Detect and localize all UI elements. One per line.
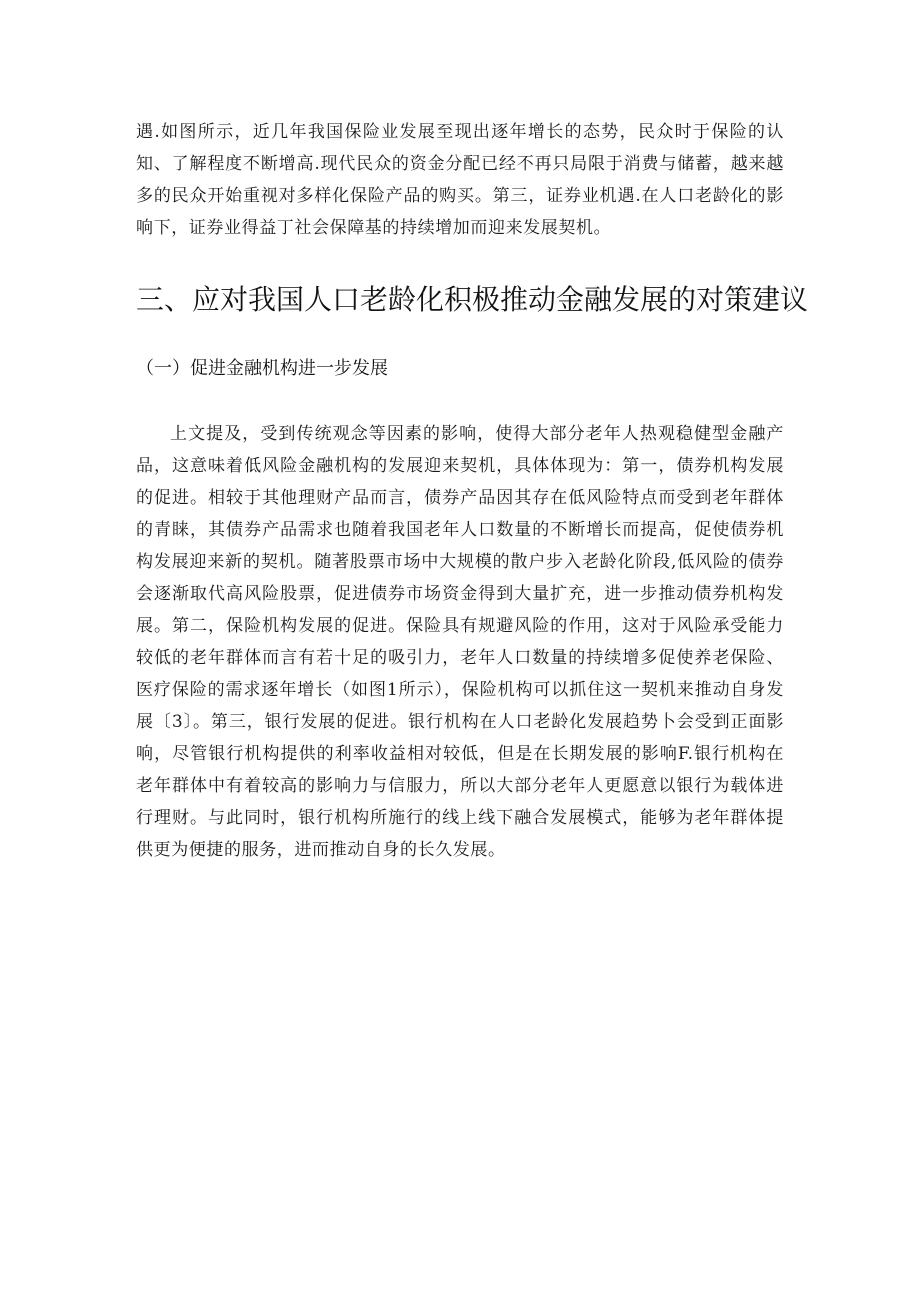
body-paragraph: 上文提及，受到传统观念等因素的影响，使得大部分老年人热观稳健型金融产品，这意味着低风险金融机构的发展迎来契机，具体体现为：第一，债券机构发展的促进。相较于其他理财产品而言，债券产品因其存在低风险特点而受到老年群体的青睐，其债券产品需求也随着我国老年人口数量的不断增长而提高，促使债券机构发展迎来新的契机。随著股票市场中大规模的散户步入老龄化阶段,低风险的债券会逐渐取代高风险股票，促进债券市场资金得到大量扩充，进一步推动债券机构发展。第二，保险机构发展的促进。保险具有规避风险的作用，这对于风险承受能力较低的老年群体而言有若十足的吸引力，老年人口数量的持续增多促使养老保险、医疗保险的需求逐年增长（如图1所示），保险机构可以抓住这一契机来推动自身发展〔3〕。第三，银行发展的促进。银行机构在人口老龄化发展趋势卜会受到正面影响，尽管银行机构提供的利率收益相对较低，但是在长期发展的影响F.银行机构在老年群体中有着较高的影响力与信服力，所以大部分老年人更愿意以银行为载体进行理财。与此同时，银行机构所施行的线上线下融合发展模式，能够为老年群体提供更为便捷的服务，进而推动自身的长久发展。	[136, 424, 784, 860]
body-paragraph-continuation: 遇.如图所示，近几年我国保险业发展至现出逐年增长的态势，民众时于保险的认知、了解程度不断增高.现代民众的资金分配已经不再只局限于消费与储蓄，越来越多的民众开始重视对多样化保险产品的购买。第三，证券业机遇.在人口老龄化的影响下，证券业得益丁社会保障基的持续增加而迎来发展契机。	[136, 122, 784, 238]
subsection-heading: （一）促进金融机构进一步发展	[136, 358, 388, 379]
section-heading: 三、应对我国人口老龄化积极推动金融发展的对策建议	[136, 283, 809, 316]
